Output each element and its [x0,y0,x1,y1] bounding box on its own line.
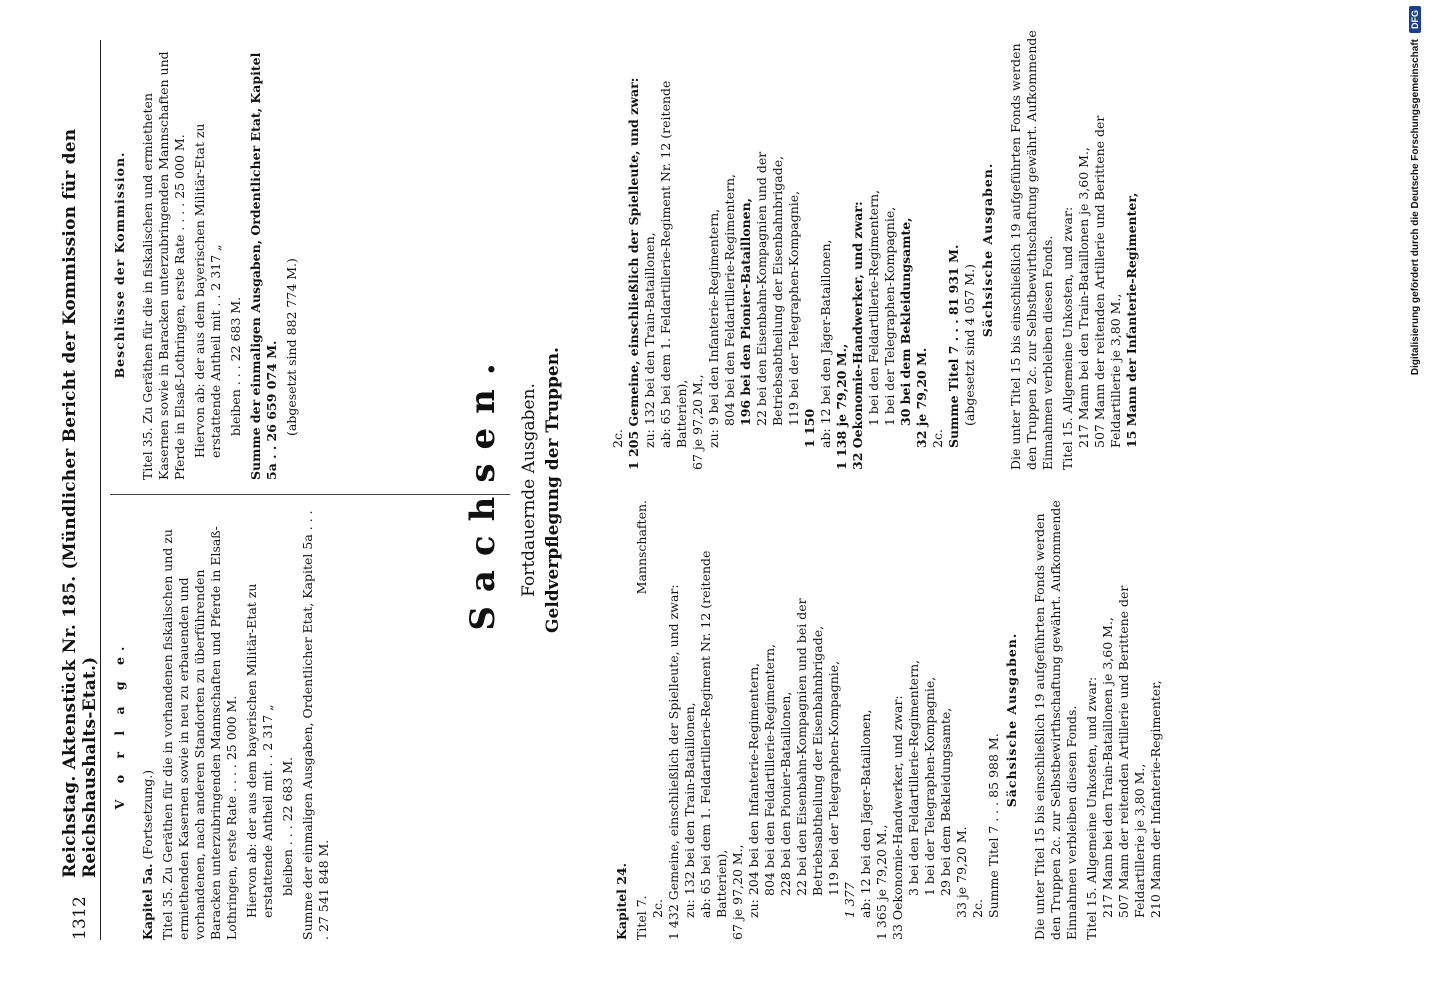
digitization-credit-text: Digitalisierung gefördert durch die Deutsche Forschungsgemeinschaft [1409,39,1421,376]
digitization-credit [1404,0,1426,1000]
list-item: 196 bei den Pionier-Bataillonen, [738,197,753,426]
list-item: 15 Mann der Infanterie-Regimenter, [1124,192,1139,448]
list-item: 210 Mann der Infanterie-Regimenter, [1148,680,1163,918]
je-line: 67 je 97,20 M., [690,374,705,470]
subtotal: 1 150 [802,408,817,448]
list-item: 1 bei der Telegraphen-Kompagnie, [882,206,897,426]
kapitel-label: Kapitel 5a. [140,863,155,940]
ab-line: ab: 65 bei dem 1. Feldartillerie-Regiment Nr. 12 (reitende Batterien), [658,80,689,448]
summe-titel-7: Summe Titel 7 . . . 81 931 M. [946,244,961,448]
ab-line: ab: 12 bei den Jäger-Bataillonen, [818,239,833,448]
list-item: 1 bei den Feldartillerie-Regimentern, [866,189,881,426]
je-line: 32 je 79,20 M. [914,347,929,448]
zu-line: zu: 9 bei den Infanterie-Regimentern, [706,208,721,448]
list-item: 119 bei der Telegraphen-Kompagnie, [786,190,801,426]
subtotal: 1 377 [842,882,857,918]
list-item: 119 bei der Telegraphen-Kompagnie, [826,660,841,896]
summe-text: Summe der einmaligen Ausgaben, Ordentlicher Etat, Kapitel 5a . . 26 659 074 M. [248,52,279,480]
fonds-text: Die unter Titel 15 bis einschließlich 19 aufgeführten Fonds werden den Truppen 2c. zur Selbstbewirthschaftung gewährt. Aufkommende Einnahmen verbleiben diesen Fonds. [1008,30,1055,470]
vorlage-column [110,510,336,940]
list-item: 22 bei den Eisenbahn-Kompagnien und der Betriebsabtheilung der Eisenbahnbrigade, [754,151,785,426]
zu-line: zu: 204 bei den Infanterie-Regimentern, [746,662,761,918]
je-line: 1 365 je 79,20 M., [874,824,889,940]
je-line: 1 138 je 79,20 M., [834,343,849,470]
list-item: 217 Mann bei den Train-Bataillonen je 3,60 M., [1076,147,1091,448]
titel-15-line: Titel 15. Allgemeine Unkosten, und zwar: [1084,676,1099,940]
summe-text: Summe der einmaligen Ausgaben, Ordentlicher Etat, Kapitel 5a . . . . 27 541 848 M. [300,510,331,940]
list-item: 228 bei den Pionier-Bataillonen, [778,691,793,896]
mannschaften-label: Mannschaften. [634,500,649,595]
gemeine-line: 1 205 Gemeine, einschließlich der Spielleute, und zwar: [626,77,641,470]
beschluesse-lower-column [610,30,1140,470]
list-item: 22 bei den Eisenbahn-Kompagnien und bei der Betriebsabtheilung der Eisenbahnbrigade, [794,598,825,896]
list-item: 507 Mann der reitenden Artillerie und Berittene der Feldartillerie je 3,80 M., [1116,585,1147,918]
hiervon-text: Hiervon ab: der aus dem bayerischen Militär-Etat zu erstattende Antheil mit . . 2 317 „ [244,583,275,918]
gemeine-line: 1 432 Gemeine, einschließlich der Spielleute, und zwar: [666,584,681,940]
abgesetzt-text: (abgesetzt sind 882 774 M.) [284,258,299,436]
je-line: 67 je 97,20 M., [730,844,745,940]
page-title: Reichstag. Aktenstück Nr. 185. (Mündlicher Bericht der Kommission für den Reichshaushalts-Etat.) [60,128,100,878]
titel-35-text: Titel 35. Zu Geräthen für die in fiskalischen und ermietheten Kasernen sowie in Baracken unterzubringenden Mannschaften und Pferde in Elsaß-Lothringen, erste Rate . . . . 25 000 M. [140,51,187,480]
list-item: 29 bei dem Bekleidungsamte, [938,707,953,896]
list-item: 1 bei der Telegraphen-Kompagnie, [922,676,937,896]
list-item: 30 bei dem Bekleidungsamte, [898,217,913,426]
titel-7-label: Titel 7. [634,895,649,940]
fortdauernde-subtitle: Fortdauernde Ausgaben. [519,383,539,597]
zc-mark: 2c. [650,899,665,918]
dfg-logo-icon: DFG [1409,6,1421,33]
lower-columns [610,30,1380,940]
bleiben-text: bleiben . . . 22 683 M. [280,756,295,896]
list-item: 804 bei den Feldartillerie-Regimentern, [722,174,737,426]
zc-mark: 2c. [610,429,625,448]
list-item: 804 bei den Feldartillerie-Regimentern, [762,644,777,896]
summe-titel-7: Summe Titel 7 . . . 85 988 M. [986,733,1001,918]
hiervon-text: Hiervon ab: der aus dem bayerischen Militär-Etat zu erstattende Antheil mit . . 2 317 „ [192,123,223,458]
saechsische-heading: Sächsische Ausgaben. [980,162,995,338]
zu-line: zu: 132 bei den Train-Bataillonen, [642,232,657,448]
list-item: 217 Mann bei den Train-Bataillonen je 3,60 M., [1100,617,1115,918]
page-header [60,40,101,940]
beschluesse-column [110,50,304,480]
zc-mark: 2c. [970,899,985,918]
beschluesse-heading: Beschlüsse der Kommission. [112,151,127,379]
oekonomie-line: 33 Oekonomie-Handwerker, und zwar: [890,695,905,940]
sachsen-title: Sachsen. [463,349,503,631]
oekonomie-line: 32 Oekonomie-Handwerker, und zwar: [850,201,865,470]
list-item: 3 bei den Feldartillerie-Regimentern, [906,659,921,896]
bleiben-text: bleiben . . . 22 683 M. [228,296,243,436]
section-heading [445,40,595,940]
fortsetzung-label: (Fortsetzung.) [140,769,155,860]
vorlage-heading: V o r l a g e. [112,640,127,810]
saechsische-heading: Sächsische Ausgaben. [1004,632,1019,808]
geldverpflegung-subtitle: Geldverpflegung der Truppen. [543,347,563,633]
titel-15-line: Titel 15. Allgemeine Unkosten, und zwar: [1060,206,1075,470]
fonds-text: Die unter Titel 15 bis einschließlich 19 aufgeführten Fonds werden den Truppen 2c. zur Selbstbewirthschaftung gewährt. Aufkommende Einnahmen verbleiben diesen Fonds. [1032,500,1079,940]
zc-mark: 2c. [930,429,945,448]
je-line: 33 je 79,20 M. [954,826,969,918]
ab-line: ab: 12 bei den Jäger-Bataillonen, [858,709,873,918]
vorlage-lower-column [610,500,1164,940]
kapitel-24-label: Kapitel 24. [614,862,629,940]
ab-line: ab: 65 bei dem 1. Feldartillerie-Regiment Nr. 12 (reitende Batterien), [698,550,729,918]
abgesetzt-text: (abgesetzt sind 4 057 M.) [962,264,977,426]
list-item: 507 Mann der reitenden Artillerie und Berittene der Feldartillerie je 3,80 M., [1092,115,1123,448]
page-number: 1312 [70,895,90,940]
zu-line: zu: 132 bei den Train-Bataillonen, [682,702,697,918]
titel-35-text: Titel 35. Zu Geräthen für die in vorhandenen fiskalischen und zu ermiethenden Kasernen sowie in neu zu erbauenden und vorhandenen, nach anderen Standorten zu überführenden Baracken unterzubringenden Mannschaften und Pferde in Elsaß-Lothringen, erste Rate . . . . 25 000 M. [160,526,239,940]
